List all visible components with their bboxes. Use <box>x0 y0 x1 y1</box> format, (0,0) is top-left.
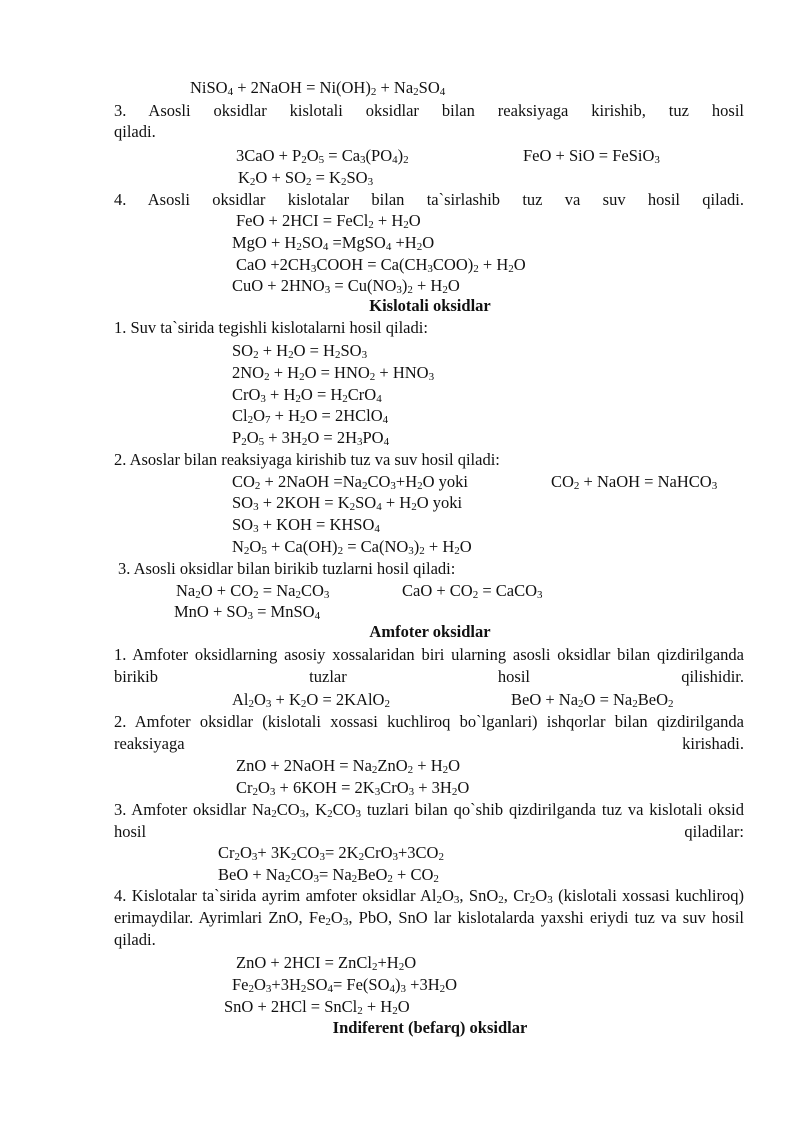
equation-line: MgO + $H_2SO_4$ =MgSO$_4$ $+H_2O$ <box>232 233 435 253</box>
equation-line: $SO_3$ + KOH = $KHSO_4$ <box>232 515 380 535</box>
paragraph-text: 4. Asosli oksidlar kislotalar bilan ta`sirlashib tuz va suv hosil qiladi. <box>114 190 744 209</box>
section-heading: Amfoter oksidlar <box>369 622 491 641</box>
paragraph-text: 1. Suv ta`sirida tegishli kislotalarni hosil qiladi: <box>114 318 428 337</box>
equation-line: SnO + 2HCl = SnCl$_2$ + $H_2O$ <box>224 997 410 1017</box>
equation-line: CaO + $CO_2$ = CaCO$_3$ <box>402 581 543 601</box>
equation-line: ZnO + $2HCI = ZnCl_2+H_2O$ <box>236 953 417 973</box>
equation-line: $SO_2 + H_2O = H_2SO_3$ <box>232 341 368 361</box>
section-heading: Kislotali oksidlar <box>369 296 491 315</box>
paragraph-text: 4. Kislotalar ta`sirida ayrim amfoter oksidlar $Al_2O_3$, SnO$_2$, $Cr_2O_3$ (kislotali xossasi kuchliroq) erimaydilar. Ayrimlari ZnO, $Fe_2O_3$, PbO, SnO lar kislotalarda yaxshi eriydi tuz va suv hosil qiladi. <box>114 886 744 949</box>
equation-line: BeO + $Na_2CO_3= Na_2BeO_2 + CO_2$ <box>218 865 439 885</box>
equation-line: $P_2O_5 + 3H_2O = 2H_3PO_4$ <box>232 428 390 448</box>
equation-line: $Fe_2O_3+3H_2SO_4= Fe(SO_4)_3 +3H_2O$ <box>232 975 458 995</box>
equation-line: $K_2O + SO_2 = K_2SO_3$ <box>238 168 374 188</box>
equation-line: CuO + $2HNO_3 = Cu(NO_3)_2 + H_2O$ <box>232 276 460 296</box>
equation-line: $Cl_2O_7 + H_2O$ = 2HClO$_4$ <box>232 406 389 426</box>
equation-line: $2NO_2 + H_2O = HNO_2 + HNO_3$ <box>232 363 435 383</box>
equation-line: $N_2O_5 + Ca(OH)_2 = Ca(NO_3)_2 + H_2O$ <box>232 537 472 557</box>
paragraph-text: 2. Amfoter oksidlar (kislotali xossasi kuchliroq bo`lganlari) ishqorlar bilan qizdirilganda reaksiyaga kirishadi. <box>114 712 744 753</box>
equation-line: BeO + $Na_2O = Na_2BeO_2$ <box>511 690 674 710</box>
equation-line: $Na_2O + CO_2 = Na_2CO_3$ <box>176 581 330 601</box>
paragraph-text: qiladi. <box>114 122 156 141</box>
equation-line: $Al_2O_3 + K_2O$ = 2KAlO$_2$ <box>232 690 390 710</box>
paragraph-text: 3. Asosli oksidlar bilan birikib tuzlarni hosil qiladi: <box>118 559 456 578</box>
equation-line: $Cr_2O_3+ 3K_2CO_3= 2K_2CrO_3+3CO_2$ <box>218 843 444 863</box>
paragraph-text: 2. Asoslar bilan reaksiyaga kirishib tuz va suv hosil qiladi: <box>114 450 500 469</box>
paragraph-text: 3. Amfoter oksidlar $Na_2CO_3$, $K_2CO_3$ tuzlari bilan qo`shib qizdirilganda tuz va kislotali oksid hosil qiladilar: <box>114 800 744 841</box>
equation-line: CaO $+2CH_3COOH = Ca(CH_3COO)_2 + H_2O$ <box>236 255 526 275</box>
equation-line: MnO + $SO_3$ = MnSO$_4$ <box>174 602 321 622</box>
equation-line: FeO + SiO = FeSiO$_3$ <box>523 146 660 166</box>
equation-line: FeO + 2HCI = FeCl$_2$ + $H_2O$ <box>236 211 421 231</box>
equation-line: $SO_3 + 2KOH = K_2SO_4 + H_2O$ yoki <box>232 493 463 513</box>
equation-line: $CO_2$ + 2NaOH $=Na_2CO_3+H_2O$ yoki <box>232 472 468 492</box>
equation-line: $3CaO + P_2O_5 = Ca_3(PO_4)_2$ <box>236 146 409 166</box>
paragraph-text: 1. Amfoter oksidlarning asosiy xossalaridan biri ularning asosli oksidlar bilan qizdirilganda birikib tuzlar hosil qilishidir. <box>114 645 744 686</box>
equation-line: $CrO_3 + H_2O = H_2CrO_4$ <box>232 385 382 405</box>
section-heading: Indiferent (befarq) oksidlar <box>332 1018 528 1037</box>
equation-line: $CO_2$ + NaOH = NaHCO$_3$ <box>551 472 718 492</box>
equation-line: ZnO + 2NaOH = $Na_2ZnO_2 + H_2O$ <box>236 756 461 776</box>
paragraph-text: 3. Asosli oksidlar kislotali oksidlar bilan reaksiyaga kirishib, tuz hosil <box>114 101 744 120</box>
equation-line: $Cr_2O_3 + 6KOH = 2K_3CrO_3 + 3H_2O$ <box>236 778 470 798</box>
equation-line: NiSO$_4$ + 2NaOH = $Ni(OH)_2 + Na_2SO_4$ <box>190 78 446 98</box>
